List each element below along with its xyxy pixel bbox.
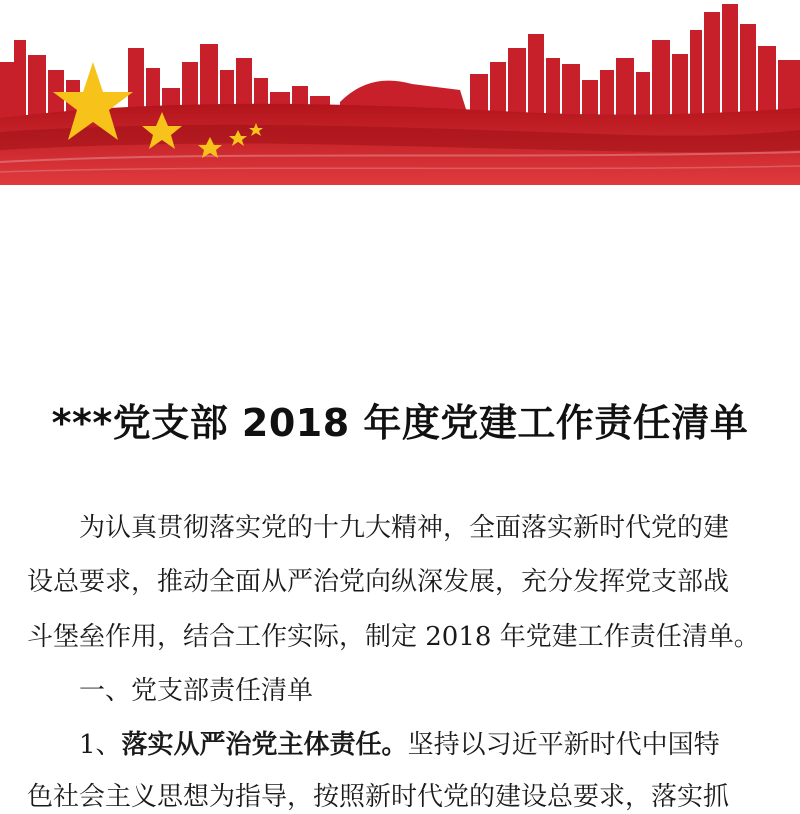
header-banner: [0, 0, 800, 185]
item-bold-text: 落实从严治党主体责任。: [121, 730, 408, 760]
item-text: 坚持以习近平新时代中国特: [407, 730, 720, 760]
list-item: [27, 728, 800, 762]
banner-graphic: [0, 0, 800, 185]
paragraph-line: 斗堡垒作用，结合工作实际，制定 2018 年党建工作责任清单。: [27, 622, 760, 652]
page-title: ***党支部 2018 年度党建工作责任清单: [51, 401, 749, 445]
item-number: 1、: [79, 730, 122, 760]
paragraph-line: 为认真贯彻落实党的十九大精神，全面落实新时代党的建: [79, 513, 730, 543]
paragraph-line: 色社会主义思想为指导，按照新时代党的建设总要求，落实抓: [27, 782, 730, 812]
section-heading: 一、党支部责任清单: [79, 676, 314, 706]
paragraph-line: 设总要求，推动全面从严治党向纵深发展，充分发挥党支部战: [27, 567, 730, 597]
city-skyline: [0, 4, 800, 122]
